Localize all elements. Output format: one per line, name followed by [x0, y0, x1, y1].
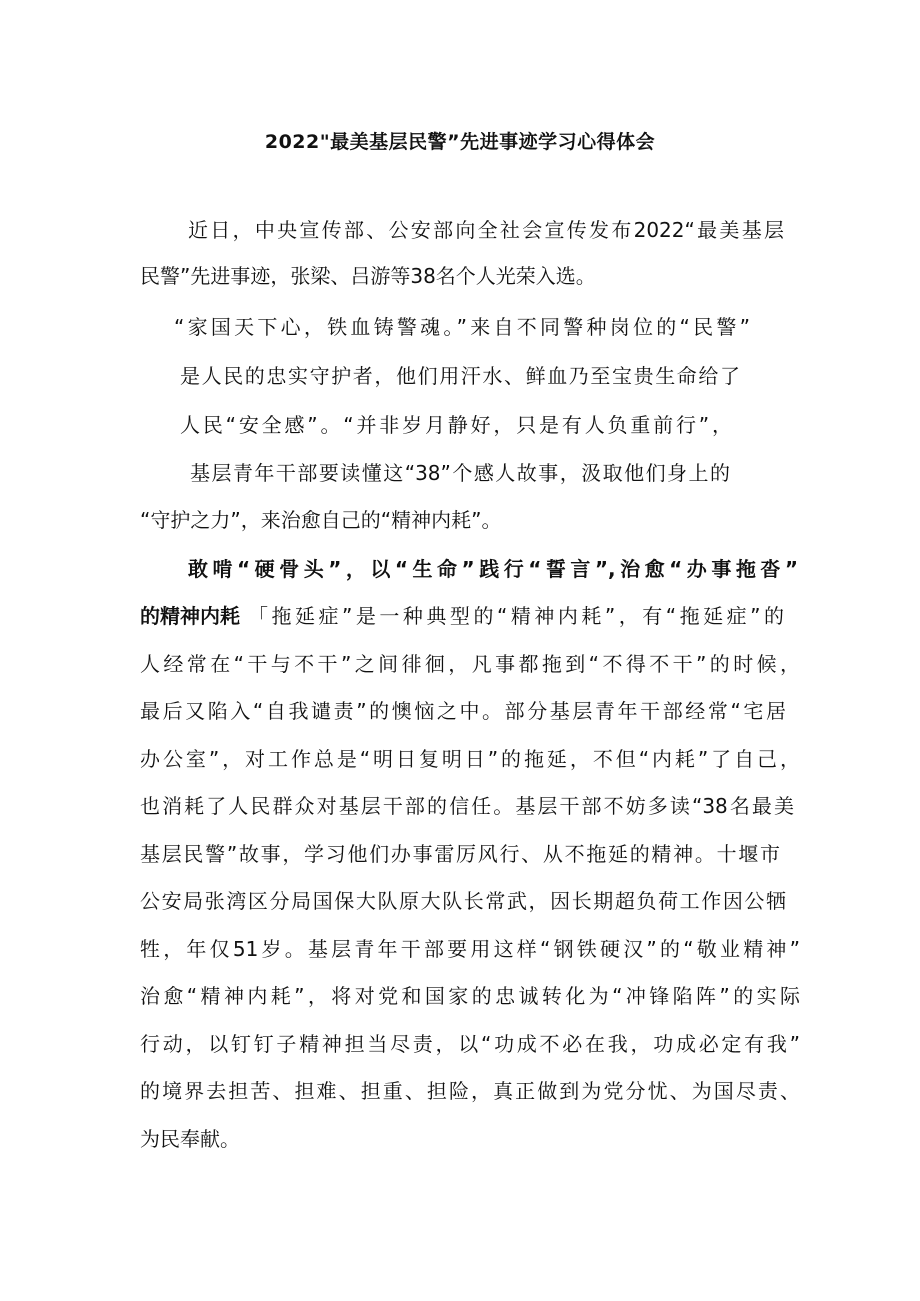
- text-line: 「拖延症”是一种典型的“精神内耗”，有“拖延症”的: [248, 604, 784, 628]
- text-line: 办公室”，对工作总是“明日复明日”的拖延，不但“内耗”了自己，: [140, 747, 800, 771]
- text-line: “守护之力”，来治愈自己的“精神内耗”。: [140, 508, 502, 532]
- text-line: 基层青年干部要读懂这“38”个感人故事，汲取他们身上的: [190, 461, 730, 485]
- text-line: 人经常在“干与不干”之间徘徊，凡事都拖到“不得不干”的时候，: [140, 652, 800, 676]
- section-heading-line: 的精神内耗: [140, 604, 240, 628]
- text-line: 行动，以钉钉子精神担当尽责，以“功成不必在我，功成必定有我”: [140, 1032, 800, 1056]
- text-line: 牲，年仅51岁。基层青年干部要用这样“钢铁硬汉”的“敬业精神”: [140, 937, 800, 961]
- text-line: 基层民警”故事，学习他们办事雷厉风行、从不拖延的精神。十堰市: [140, 842, 780, 866]
- text-line: 治愈“精神内耗”，将对党和国家的忠诚转化为“冲锋陷阵”的实际: [140, 984, 800, 1008]
- text-line: 公安局张湾区分局国保大队原大队长常武，因长期超负荷工作因公牺: [140, 889, 786, 913]
- text-line: 是人民的忠实守护者，他们用汗水、鲜血乃至宝贵生命给了: [180, 364, 740, 388]
- text-line: 也消耗了人民群众对基层干部的信任。基层干部不妨多读“38名最美: [140, 794, 794, 818]
- text-line: 民警”先进事迹，张梁、吕游等38名个人光荣入选。: [140, 264, 596, 288]
- text-line: 最后又陷入“自我谴责”的懊恼之中。部分基层青年干部经常“宅居: [140, 699, 786, 723]
- document-title: 2022"最美基层民警”先进事迹学习心得体会: [264, 131, 656, 153]
- text-line: 的境界去担苦、担难、担重、担险，真正做到为党分忧、为国尽责、: [140, 1079, 800, 1103]
- section-heading-line: 敢啃“硬骨头”，以“生命”践行“誓言”,治愈“办事拖沓”: [188, 557, 798, 581]
- text-line: 近日，中央宣传部、公安部向全社会宣传发布2022“最美基层: [188, 218, 784, 242]
- text-line: 人民“安全感”。“并非岁月静好，只是有人负重前行”，: [180, 413, 732, 437]
- text-line: “家国天下心，铁血铸警魂。”来自不同警种岗位的“民警”: [174, 315, 750, 339]
- text-line: 为民奉献。: [140, 1127, 240, 1151]
